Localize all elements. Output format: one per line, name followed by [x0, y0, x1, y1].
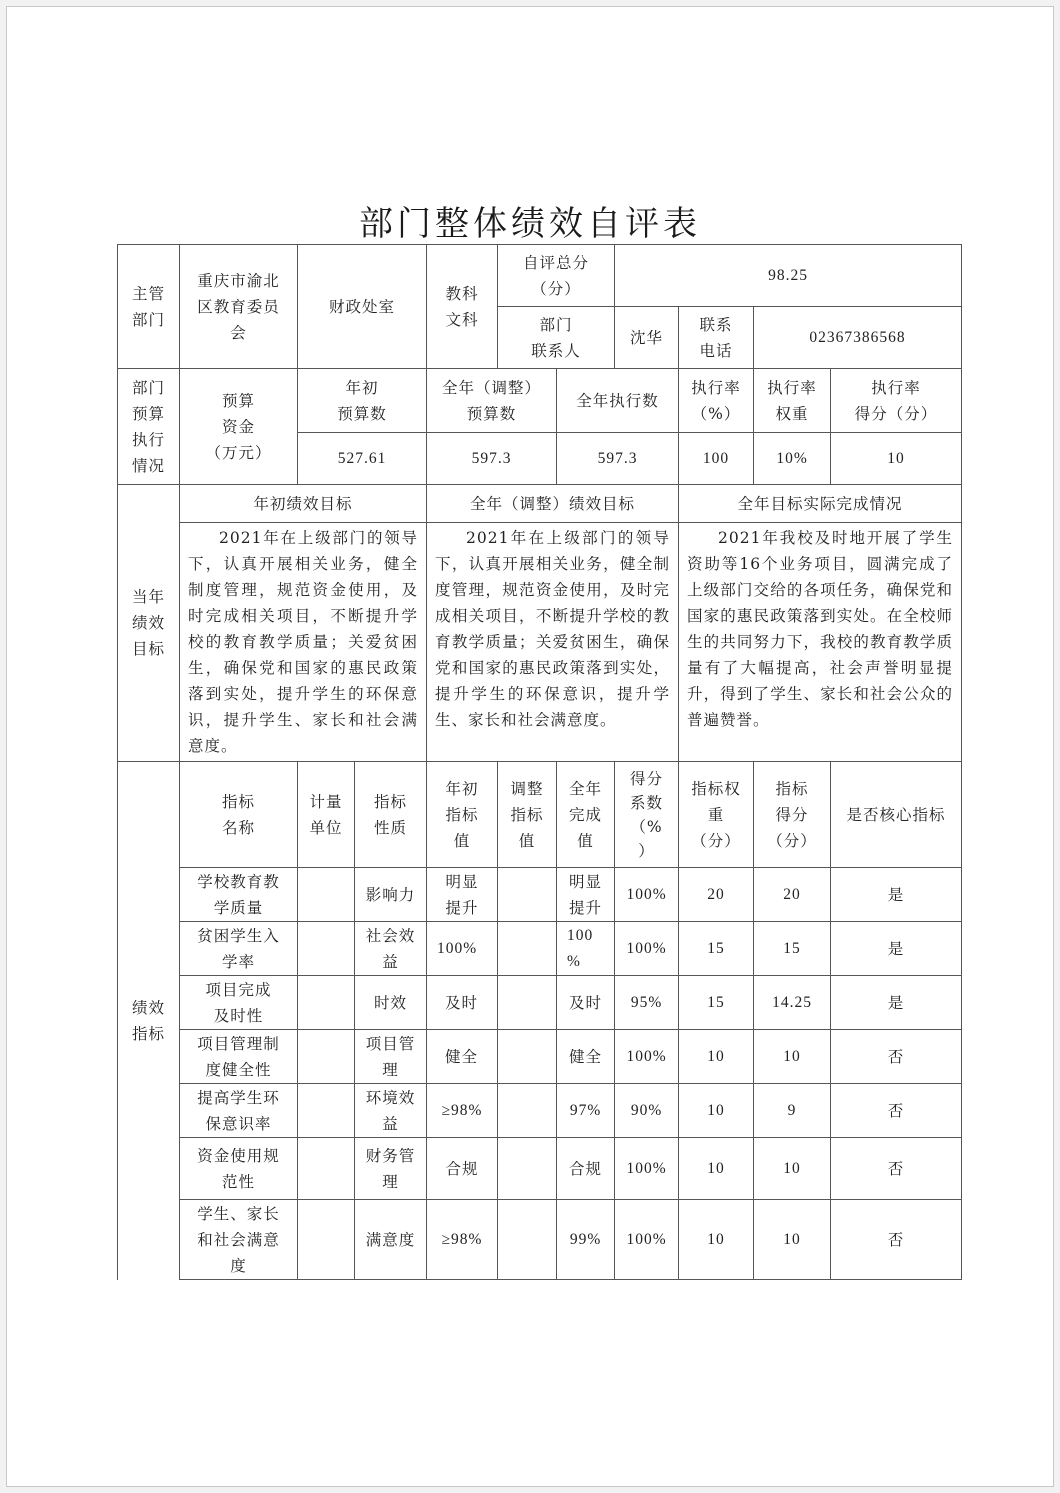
ind-header-actual: 全年 完成 值	[557, 762, 615, 868]
table-row	[118, 922, 962, 976]
ind-score: 20	[754, 868, 831, 922]
table-row	[118, 1138, 962, 1200]
budget-executed-value: 597.3	[557, 433, 679, 485]
ind-score: 9	[754, 1084, 831, 1138]
ind-unit	[298, 868, 355, 922]
ind-core: 否	[831, 1138, 962, 1200]
ind-name: 学校教育教学质量	[180, 868, 298, 922]
ind-initial: ≥98%	[427, 1084, 498, 1138]
ind-nature: 社会效益	[355, 922, 427, 976]
table-row	[118, 1084, 962, 1138]
budget-col-executed: 全年执行数	[557, 369, 679, 433]
ind-weight: 10	[679, 1030, 754, 1084]
budget-col-score: 执行率 得分（分）	[831, 369, 962, 433]
dept-name: 重庆市渝北区教育委员会	[180, 245, 298, 369]
ind-coef: 100%	[615, 922, 679, 976]
ind-adjusted	[498, 868, 557, 922]
ind-nature: 时效	[355, 976, 427, 1030]
table-row	[118, 1030, 962, 1084]
ind-weight: 20	[679, 868, 754, 922]
budget-weight-value: 10%	[754, 433, 831, 485]
ind-adjusted	[498, 922, 557, 976]
ind-unit	[298, 922, 355, 976]
goals-header-actual: 全年目标实际完成情况	[679, 485, 962, 523]
section: 教科 文科	[427, 245, 498, 369]
ind-nature: 影响力	[355, 868, 427, 922]
ind-name: 资金使用规范性	[180, 1138, 298, 1200]
contact-label: 部门 联系人	[498, 307, 615, 369]
ind-initial: 明显 提升	[427, 868, 498, 922]
fund-label: 预算 资金 （万元）	[180, 369, 298, 485]
ind-nature: 满意度	[355, 1200, 427, 1280]
performance-table	[117, 244, 962, 1280]
budget-row-label: 部门 预算 执行 情况	[118, 369, 180, 485]
ind-adjusted	[498, 976, 557, 1030]
ind-weight: 15	[679, 922, 754, 976]
ind-adjusted	[498, 1200, 557, 1280]
goals-header-initial: 年初绩效目标	[180, 485, 427, 523]
ind-unit	[298, 1084, 355, 1138]
ind-coef: 95%	[615, 976, 679, 1030]
budget-col-initial: 年初 预算数	[298, 369, 427, 433]
ind-adjusted	[498, 1084, 557, 1138]
contact-name: 沈华	[615, 307, 679, 369]
ind-coef: 100%	[615, 1030, 679, 1084]
ind-weight: 15	[679, 976, 754, 1030]
score-value: 98.25	[615, 245, 962, 307]
table-row	[118, 976, 962, 1030]
ind-weight: 10	[679, 1200, 754, 1280]
ind-core: 是	[831, 868, 962, 922]
budget-col-adjusted: 全年（调整） 预算数	[427, 369, 557, 433]
budget-adjusted-value: 597.3	[427, 433, 557, 485]
ind-unit	[298, 1030, 355, 1084]
ind-score: 14.25	[754, 976, 831, 1030]
ind-name: 提高学生环保意识率	[180, 1084, 298, 1138]
ind-header-weight: 指标权 重 （分）	[679, 762, 754, 868]
ind-header-initial: 年初 指标 值	[427, 762, 498, 868]
goals-initial-text: 2021年在上级部门的领导下，认真开展相关业务，健全制度管理，规范资金使用，及时完成相关项目，不断提升学校的教育教学质量；关爱贫困生，确保党和国家的惠民政策落到实处，提升学生的环保意识，提升学生、家长和社会满意度。	[180, 523, 427, 762]
ind-coef: 100%	[615, 1138, 679, 1200]
goals-header-adjusted: 全年（调整）绩效目标	[427, 485, 679, 523]
score-label: 自评总分 （分）	[498, 245, 615, 307]
ind-score: 10	[754, 1030, 831, 1084]
office: 财政处室	[298, 245, 427, 369]
ind-nature: 财务管理	[355, 1138, 427, 1200]
ind-header-coef: 得分 系数 （% ）	[615, 762, 679, 868]
budget-rate-value: 100	[679, 433, 754, 485]
ind-score: 15	[754, 922, 831, 976]
ind-actual: 及时	[557, 976, 615, 1030]
ind-adjusted	[498, 1030, 557, 1084]
ind-actual: 100 %	[557, 922, 615, 976]
ind-header-core: 是否核心指标	[831, 762, 962, 868]
ind-coef: 100%	[615, 868, 679, 922]
ind-name: 学生、家长和社会满意度	[180, 1200, 298, 1280]
page-title: 部门整体绩效自评表	[359, 204, 701, 244]
ind-unit	[298, 1200, 355, 1280]
ind-unit	[298, 1138, 355, 1200]
ind-header-name: 指标 名称	[180, 762, 298, 868]
ind-actual: 明显 提升	[557, 868, 615, 922]
ind-header-nature: 指标 性质	[355, 762, 427, 868]
goals-row-label: 当年 绩效 目标	[118, 485, 180, 762]
ind-initial: 合规	[427, 1138, 498, 1200]
goals-actual-text: 2021年我校及时地开展了学生资助等16个业务项目，圆满完成了上级部门交给的各项任务，确保党和国家的惠民政策落到实处。在全校师生的共同努力下，我校的教育教学质量有了大幅提高，社会声誉明显提升，得到了学生、家长和社会公众的普遍赞誉。	[679, 523, 962, 762]
budget-col-rate: 执行率 （%）	[679, 369, 754, 433]
budget-col-weight: 执行率 权重	[754, 369, 831, 433]
ind-weight: 10	[679, 1084, 754, 1138]
ind-coef: 100%	[615, 1200, 679, 1280]
ind-name: 贫困学生入学率	[180, 922, 298, 976]
phone-value: 02367386568	[754, 307, 962, 369]
ind-name: 项目管理制度健全性	[180, 1030, 298, 1084]
ind-adjusted	[498, 1138, 557, 1200]
ind-coef: 90%	[615, 1084, 679, 1138]
ind-header-unit: 计量 单位	[298, 762, 355, 868]
ind-score: 10	[754, 1200, 831, 1280]
ind-initial: 健全	[427, 1030, 498, 1084]
ind-actual: 合规	[557, 1138, 615, 1200]
ind-initial: ≥98%	[427, 1200, 498, 1280]
ind-actual: 97%	[557, 1084, 615, 1138]
indicators-row-label: 绩效 指标	[118, 762, 180, 1280]
ind-core: 是	[831, 976, 962, 1030]
ind-core: 否	[831, 1030, 962, 1084]
budget-initial-value: 527.61	[298, 433, 427, 485]
ind-header-score: 指标 得分 （分）	[754, 762, 831, 868]
goals-adjusted-text: 2021年在上级部门的领导下，认真开展相关业务，健全制度管理，规范资金使用，及时完成相关项目，不断提升学校的教育教学质量；关爱贫困生，确保党和国家的惠民政策落到实处，提升学生的环保意识，提升学生、家长和社会满意度。	[427, 523, 679, 762]
ind-name: 项目完成 及时性	[180, 976, 298, 1030]
ind-actual: 健全	[557, 1030, 615, 1084]
ind-core: 是	[831, 922, 962, 976]
ind-core: 否	[831, 1200, 962, 1280]
ind-actual: 99%	[557, 1200, 615, 1280]
ind-header-adjusted: 调整 指标 值	[498, 762, 557, 868]
budget-score-value: 10	[831, 433, 962, 485]
ind-weight: 10	[679, 1138, 754, 1200]
ind-nature: 项目管理	[355, 1030, 427, 1084]
ind-initial: 及时	[427, 976, 498, 1030]
table-row	[118, 1200, 962, 1280]
ind-initial: 100%	[427, 922, 498, 976]
phone-label: 联系 电话	[679, 307, 754, 369]
ind-nature: 环境效益	[355, 1084, 427, 1138]
ind-score: 10	[754, 1138, 831, 1200]
table-row	[118, 868, 962, 922]
ind-core: 否	[831, 1084, 962, 1138]
ind-unit	[298, 976, 355, 1030]
dept-label: 主管 部门	[118, 245, 180, 369]
